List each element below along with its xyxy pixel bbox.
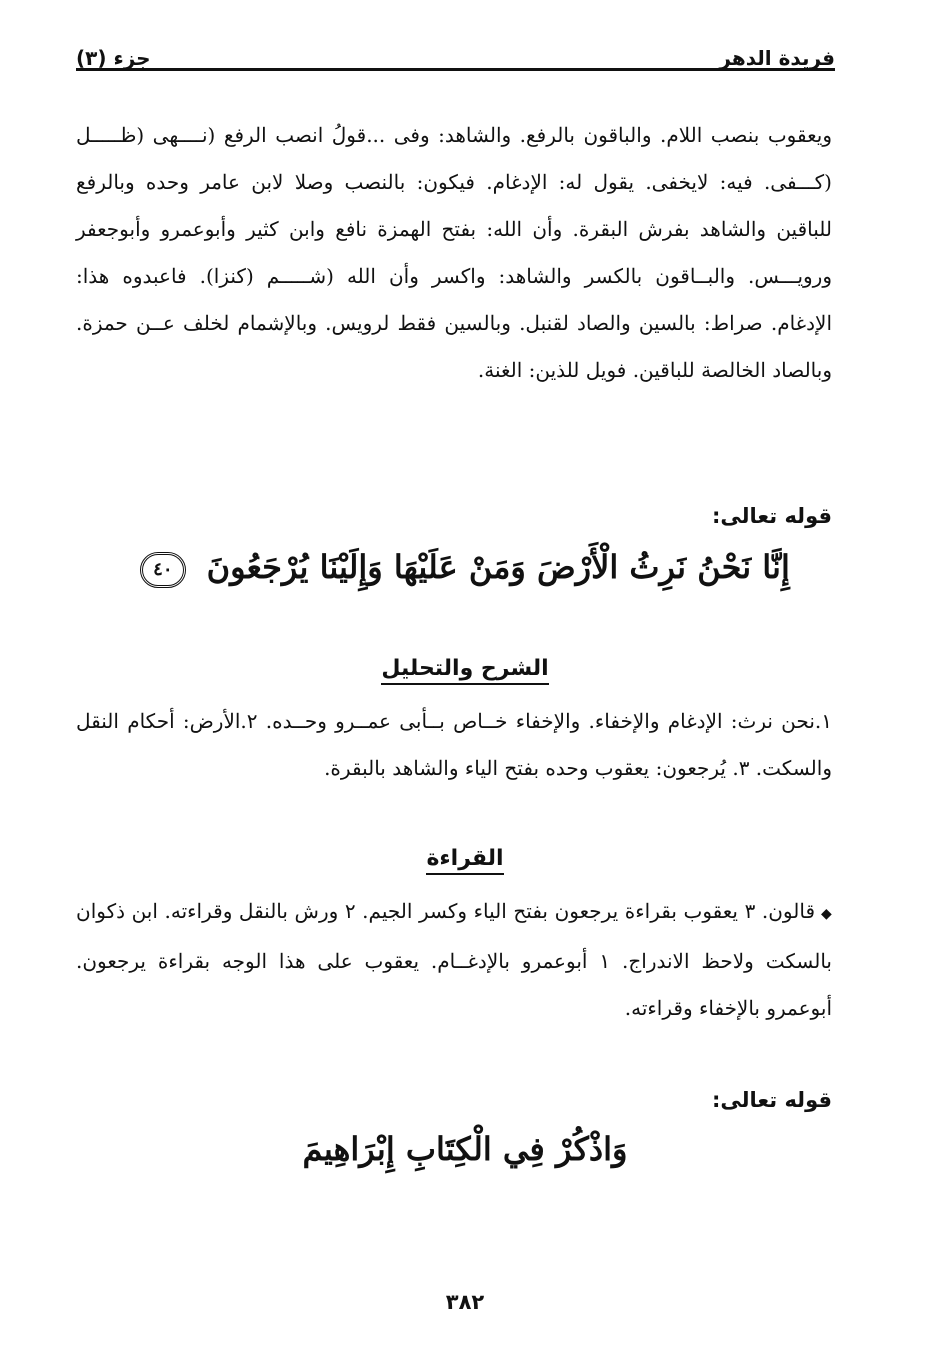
qiraa-text: قالون. ٣ يعقوب بقراءة يرجعون بفتح الياء وكسر الجيم. ٢ ورش بالنقل وقراءته. ابن ذكوان بالسكت ولاحظ الاندراج. ١ أبوعمرو بالإدغــام. يعقوب على هذا الوجه بقراءة يرجعون. أبوعمرو بالإخفاء وقراءته. [76, 899, 832, 1020]
qiraa-heading-text: القراءة [426, 846, 503, 875]
verse-label: قوله تعالى: [711, 504, 832, 528]
sharh-paragraph: ١.نحن نرث: الإدغام والإخفاء. والإخفاء خــاص بــأبى عمــرو وحــده. ٢.الأرض: أحكام النقل والسكت. ٣. يُرجعون: يعقوب وحده بفتح الياء والشاهد بالبقرة. [76, 709, 832, 780]
intro-paragraph: ويعقوب بنصب اللام. والباقون بالرفع. والشاهد: وفى ...قولُ انصب الرفع (نــــهى (ظـــــل (كـــفى. فيه: لايخفى. يقول له: الإدغام. فيكون: بالنصب وصلا لابن عامر وحده وبالرفع للباقين والشاهد بفرش البقرة. وأن الله: بفتح الهمزة نافع وابن كثير وأبوعمرو وأبوجعفر ورويـــس. والبــاقون بالكسر والشاهد: واكسر وأن الله (شـــــم (كنزا). فاعبدوه هذا: الإدغام. صراط: بالسين والصاد لقنبل. وبالسين فقط لرويس. وبالإشمام لخلف عــن حمزة. وبالصاد الخالصة للباقين. فويل للذين: الغنة. [76, 123, 832, 382]
section-heading-qiraa [100, 846, 830, 875]
verse-text: إِنَّا نَحْنُ نَرِثُ الْأَرْضَ وَمَنْ عَلَيْهَا وَإِلَيْنَا يُرْجَعُونَ [206, 548, 790, 586]
running-header [76, 36, 835, 70]
verse-label: قوله تعالى: [711, 1088, 832, 1112]
ayah-number-mark: ٤٠ [140, 552, 185, 588]
book-title: فريدة الدهر [719, 46, 835, 70]
quran-verse [100, 1130, 830, 1168]
diamond-bullet-icon: ◆ [821, 906, 832, 922]
page-number: ٣٨٢ [445, 1290, 485, 1314]
quran-verse [100, 548, 830, 588]
header-rule [76, 68, 835, 71]
part-label: جزء (٣) [76, 46, 151, 70]
qiraa-paragraph [76, 888, 832, 1032]
section-heading-sharh [100, 656, 830, 685]
sharh-heading-text: الشرح والتحليل [381, 656, 548, 685]
verse-text: وَاذْكُرْ فِي الْكِتَابِ إِبْرَاهِيمَ [302, 1130, 628, 1168]
